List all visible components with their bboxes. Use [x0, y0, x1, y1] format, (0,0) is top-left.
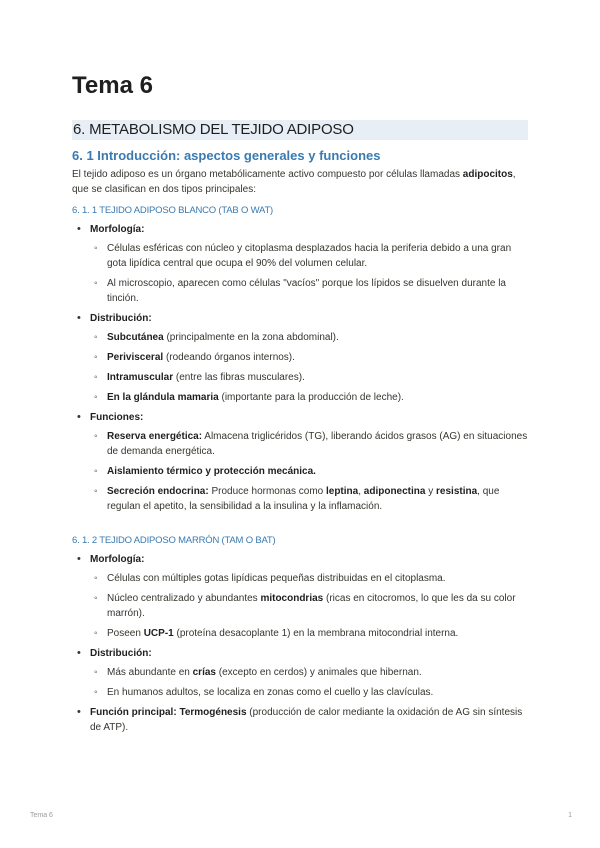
- list-item: • Morfología: ◦ Células esféricas con núcleo y citoplasma desplazados hacia la periferia debido a una gran gota lipídica central que ocupa el 90% del volumen celular. ◦ Al microscopio, aparecen como células "vacíos" porque los lípidos se disuelven durante la tinción.: [72, 222, 528, 306]
- page-title: Tema 6: [72, 72, 153, 99]
- list-item: • Morfología: ◦ Células con múltiples gotas lipídicas pequeñas distribuidas en el citoplasma. ◦ Núcleo centralizado y abundantes mitocondrias (ricas en citocromos, lo que les da su color marrón). ◦ Poseen UCP-1 (proteína desacoplante 1) en la membrana mitocondrial interna.: [72, 552, 528, 641]
- section-title: 6. METABOLISMO DEL TEJIDO ADIPOSO: [72, 120, 528, 140]
- list-item: ◦ En humanos adultos, se localiza en zonas como el cuello y las clavículas.: [90, 685, 528, 700]
- intro-paragraph: El tejido adiposo es un órgano metabólicamente activo compuesto por células llamadas adipocitos, que se clasifican en dos tipos principales:: [72, 169, 516, 195]
- white-tissue-heading: 6. 1. 1 TEJIDO ADIPOSO BLANCO (TAB O WAT): [72, 205, 274, 216]
- document-content: [72, 148, 528, 740]
- white-tissue-list: [72, 222, 528, 514]
- list-item: ◦ Reserva energética: Almacena triglicéridos (TG), liberando ácidos grasos (AG) en situaciones de demanda energética.: [90, 429, 528, 459]
- page-number: 1: [568, 812, 572, 819]
- footer-title: Tema 6: [30, 812, 53, 819]
- list-item: • Distribución: ◦ Más abundante en crías (excepto en cerdos) y animales que hibernan. ◦ En humanos adultos, se localiza en zonas como el cuello y las clavículas.: [72, 646, 528, 700]
- list-item: ◦ Aislamiento térmico y protección mecánica.: [90, 464, 528, 479]
- list-item: ◦ Intramuscular (entre las fibras musculares).: [90, 370, 528, 385]
- list-item: • Funciones: ◦ Reserva energética: Almacena triglicéridos (TG), liberando ácidos grasos (AG) en situaciones de demanda energética. ◦ Aislamiento térmico y protección mecánica. ◦ Secreción endocrina: Produce hormonas como leptina, adiponectina y resistina, que regulan el apetito, la sensibilidad a la insulina y la inflamación.: [72, 410, 528, 514]
- list-item: ◦ Perivisceral (rodeando órganos internos).: [90, 350, 528, 365]
- list-item: ◦ Secreción endocrina: Produce hormonas como leptina, adiponectina y resistina, que regulan el apetito, la sensibilidad a la insulina y la inflamación.: [90, 484, 528, 514]
- list-item: • Distribución: ◦ Subcutánea (principalmente en la zona abdominal). ◦ Perivisceral (rodeando órganos internos). ◦ Intramuscular (entre las fibras musculares). ◦ En la glándula mamaria (importante para la producción de leche).: [72, 311, 528, 405]
- list-item: ◦ Células esféricas con núcleo y citoplasma desplazados hacia la periferia debido a una gran gota lipídica central que ocupa el 90% del volumen celular.: [90, 241, 528, 271]
- list-item: ◦ En la glándula mamaria (importante para la producción de leche).: [90, 390, 528, 405]
- brown-tissue-heading: 6. 1. 2 TEJIDO ADIPOSO MARRÓN (TAM O BAT): [72, 535, 276, 546]
- list-item: ◦ Núcleo centralizado y abundantes mitocondrias (ricas en citocromos, lo que les da su color marrón).: [90, 591, 528, 621]
- list-item: ◦ Células con múltiples gotas lipídicas pequeñas distribuidas en el citoplasma.: [90, 571, 528, 586]
- list-item: ◦ Más abundante en crías (excepto en cerdos) y animales que hibernan.: [90, 665, 528, 680]
- list-item: ◦ Poseen UCP-1 (proteína desacoplante 1) en la membrana mitocondrial interna.: [90, 626, 528, 641]
- subsection-title: 6. 1 Introducción: aspectos generales y funciones: [72, 148, 381, 163]
- brown-tissue-list: [72, 552, 528, 735]
- list-item: ◦ Subcutánea (principalmente en la zona abdominal).: [90, 330, 528, 345]
- list-item: • Función principal: Termogénesis (producción de calor mediante la oxidación de AG sin síntesis de ATP).: [72, 705, 528, 735]
- list-item: ◦ Al microscopio, aparecen como células "vacíos" porque los lípidos se disuelven durante la tinción.: [90, 276, 528, 306]
